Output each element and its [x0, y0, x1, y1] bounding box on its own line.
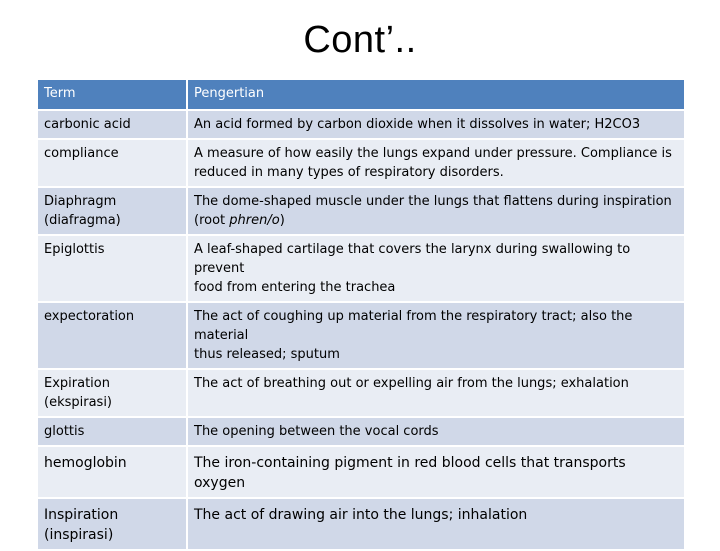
column-header-definition: Pengertian: [187, 79, 685, 110]
slide-title: Cont’..: [303, 19, 417, 61]
table-row: [37, 235, 685, 302]
term-cell: glottis: [37, 417, 187, 446]
term-cell: compliance: [37, 139, 187, 187]
table-row: [37, 446, 685, 498]
definition-text: The dome-shaped muscle under the lungs that flattens during inspiration (root: [194, 194, 672, 228]
term-cell: Diaphragm (diafragma): [37, 187, 187, 235]
table-row: [37, 417, 685, 446]
term-cell: expectoration: [37, 302, 187, 369]
definition-cell: The iron-containing pigment in red blood cells that transports oxygen: [187, 446, 685, 498]
term-cell: carbonic acid: [37, 110, 187, 139]
column-header-term: Term: [37, 79, 187, 110]
definition-cell: The act of breathing out or expelling air from the lungs; exhalation: [187, 369, 685, 417]
definition-cell: The opening between the vocal cords: [187, 417, 685, 446]
table-row: [37, 369, 685, 417]
definition-cell: A leaf-shaped cartilage that covers the larynx during swallowing to prevent food from entering the trachea: [187, 235, 685, 302]
term-cell: Expiration (ekspirasi): [37, 369, 187, 417]
definition-cell: The act of drawing air into the lungs; inhalation: [187, 498, 685, 550]
table-row: [37, 302, 685, 369]
definition-cell: A measure of how easily the lungs expand under pressure. Compliance is reduced in many types of respiratory disorders.: [187, 139, 685, 187]
terminology-table: [36, 78, 686, 551]
table-header-row: [37, 79, 685, 110]
table-row: [37, 110, 685, 139]
definition-cell: An acid formed by carbon dioxide when it dissolves in water; H2CO3: [187, 110, 685, 139]
definition-text-end: ): [279, 213, 285, 228]
term-cell: Epiglottis: [37, 235, 187, 302]
terminology-table-container: [36, 78, 684, 551]
table-row: [37, 187, 685, 235]
term-cell: hemoglobin: [37, 446, 187, 498]
term-cell: Inspiration (inspirasi): [37, 498, 187, 550]
table-row: [37, 498, 685, 550]
definition-cell: The act of coughing up material from the respiratory tract; also the material thus released; sputum: [187, 302, 685, 369]
table-row: [37, 139, 685, 187]
definition-cell: [187, 187, 685, 235]
word-root: phren/o: [229, 213, 280, 228]
